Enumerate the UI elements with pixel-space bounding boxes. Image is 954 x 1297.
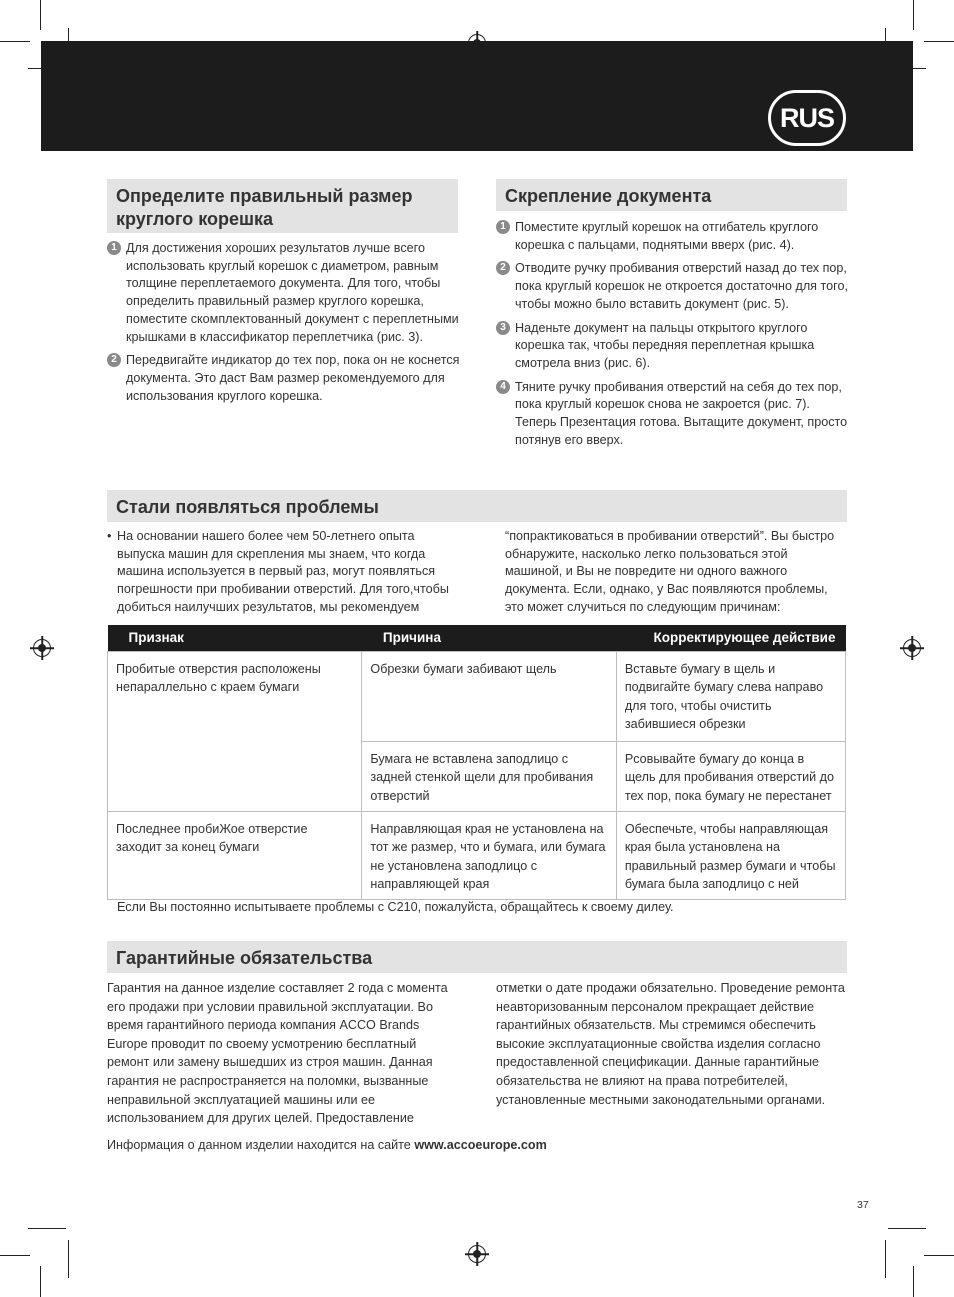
crop-mark — [913, 1266, 914, 1297]
warranty-right: отметки о дате продажи обязательно. Проведение ремонта неавторизованным персоналом прекращает действие гарантийных обязательств. Мы стремимся обеспечить высокие эксплуатационные свойства изделия согласно предоставленной спецификации. Данные гарантийные обязательства не влияют на права потребителей, установленные местными законодательными органами. — [496, 981, 845, 1107]
intro-text: На основании нашего более чем 50-летнего опыта выпуска машин для скрепления мы знаем, что когда машина используется в первый раз, могут появляться погрешности при пробивании отверстий. Для того,чтобы добиться наилучших результатов, мы рекомендуем — [117, 529, 449, 614]
registration-mark-icon — [33, 639, 51, 657]
crop-mark — [913, 0, 914, 30]
table-cell: Последнее пробиЖое отверстие заходит за конец бумаги — [108, 812, 362, 900]
bullet-icon: • — [107, 529, 112, 543]
crop-mark — [68, 1240, 69, 1278]
table-cell: Обеспечьте, чтобы направляющая края была установлена на правильный размер бумаги и чтобы бумага была заподлицо с ней — [616, 812, 845, 900]
crop-mark — [28, 1228, 66, 1229]
table-cell: Бумага не вставлена заподлицо с задней стенкой щели для пробивания отверстий — [362, 742, 616, 812]
step-number-icon: 2 — [107, 353, 121, 367]
step-number-icon: 3 — [496, 321, 510, 335]
problems-intro-left — [107, 528, 457, 617]
step-text: Для достижения хороших результатов лучше всего использовать круглый корешок с диаметром, равным толщине переплетаемого документа. Для того, чтобы определить правильный размер круглого корешка, поместите скомплектованный документ с переплетными крышками в классификатор переплетчика (рис. 3). — [126, 241, 459, 344]
list-item — [496, 219, 851, 254]
step-text: Передвигайте индикатор до тех пор, пока он не коснется документа. Это даст Вам размер рекомендуемого для использования круглого корешка. — [126, 353, 460, 403]
section-title-size: Определите правильный размер круглого корешка — [107, 179, 458, 233]
section-title-warranty: Гарантийные обязательства — [107, 941, 847, 973]
crop-mark — [924, 41, 954, 42]
step-number-icon: 4 — [496, 380, 510, 394]
product-info — [107, 1137, 807, 1155]
language-badge: RUS — [768, 90, 846, 146]
table-cell: Направляющая края не установлена на тот же размер, что и бумага, или бумага не установлена заподлицо с направляющей края — [362, 812, 616, 900]
column-header: Корректирующее действие — [616, 625, 845, 652]
troubleshooting-table — [107, 625, 846, 900]
column-header: Признак — [108, 625, 362, 652]
crop-mark — [924, 1255, 954, 1256]
step-text: Наденьте документ на пальцы открытого круглого корешка так, чтобы передняя переплетная крышка смотрела вниз (рис. 6). — [515, 320, 815, 370]
registration-mark-icon — [903, 639, 921, 657]
list-item — [496, 379, 851, 450]
step-text: Отводите ручку пробивания отверстий назад до тех пор, пока круглый корешок не откроется достаточно для того, чтобы можно было вставить документ (рис. 5). — [515, 261, 848, 311]
table-cell: Рсовывайте бумагу до конца в щель для пробивания отверстий до тех пор, пока бумагу не перестанет — [616, 742, 845, 812]
crop-mark — [888, 1228, 926, 1229]
crop-mark — [40, 1266, 41, 1297]
section-title-problems: Стали появляться проблемы — [107, 490, 847, 522]
table-cell: Вставьте бумагу в щель и подвигайте бумагу слева направо для того, чтобы очистить забившиеся обрезки — [616, 652, 845, 742]
registration-mark-icon — [468, 1245, 486, 1263]
binding-steps — [496, 219, 851, 455]
product-info-text: Информация о данном изделии находится на сайте — [107, 1138, 415, 1152]
size-steps — [107, 240, 462, 411]
list-item — [496, 260, 851, 313]
list-item — [496, 320, 851, 373]
table-cell: Обрезки бумаги забивают щель — [362, 652, 616, 742]
step-number-icon: 2 — [496, 261, 510, 275]
step-text: Тяните ручку пробивания отверстий на себя до тех пор, пока круглый корешок снова не закроется (рис. 7). Теперь Презентация готова. Вытащите документ, просто потянув его вверх. — [515, 379, 848, 447]
warranty-left: Гарантия на данное изделие составляет 2 года с момента его продажи при условии правильной эксплуатации. Во время гарантийного периода компания ACCO Brands Europe проводит по своему усмотрению бесплатный ремонт или замену вышедших из строя машин. Данная гарантия не распространяется на поломки, вызванные неправильной эксплуатацией машины или ее использованием для других целей. Предоставление — [107, 981, 448, 1126]
table-cell: Пробитые отверстия расположены непараллельно с краем бумаги — [108, 652, 362, 812]
problems-intro-right: “попрактиковаться в пробивании отверстий”. Вы быстро обнаружите, насколько легко пользоваться этой машиной, и Вы не повредите ни одного важного документа. Если, однако, у Вас появляются проблемы, это может случиться по следующим причинам: — [505, 529, 835, 614]
dealer-note: Если Вы постоянно испытываете проблемы с С210, пожалуйста, обращайтесь к своему дилеу. — [117, 900, 674, 914]
crop-mark — [885, 1240, 886, 1278]
list-item — [107, 240, 462, 346]
page-number: 37 — [857, 1199, 869, 1211]
list-item — [107, 352, 462, 405]
section-title-binding: Скрепление документа — [496, 179, 847, 211]
table-header-row — [108, 625, 846, 652]
crop-mark — [0, 1255, 30, 1256]
website-link[interactable]: www.accoeurope.com — [414, 1138, 547, 1152]
table-row — [108, 652, 846, 742]
step-number-icon: 1 — [496, 220, 510, 234]
column-header: Причина — [362, 625, 616, 652]
step-text: Поместите круглый корешок на отгибатель круглого корешка с пальцами, поднятыми вверх (рис. 4). — [515, 220, 819, 252]
crop-mark — [40, 0, 41, 30]
crop-mark — [0, 41, 30, 42]
step-number-icon: 1 — [107, 241, 121, 255]
table-row — [108, 812, 846, 900]
